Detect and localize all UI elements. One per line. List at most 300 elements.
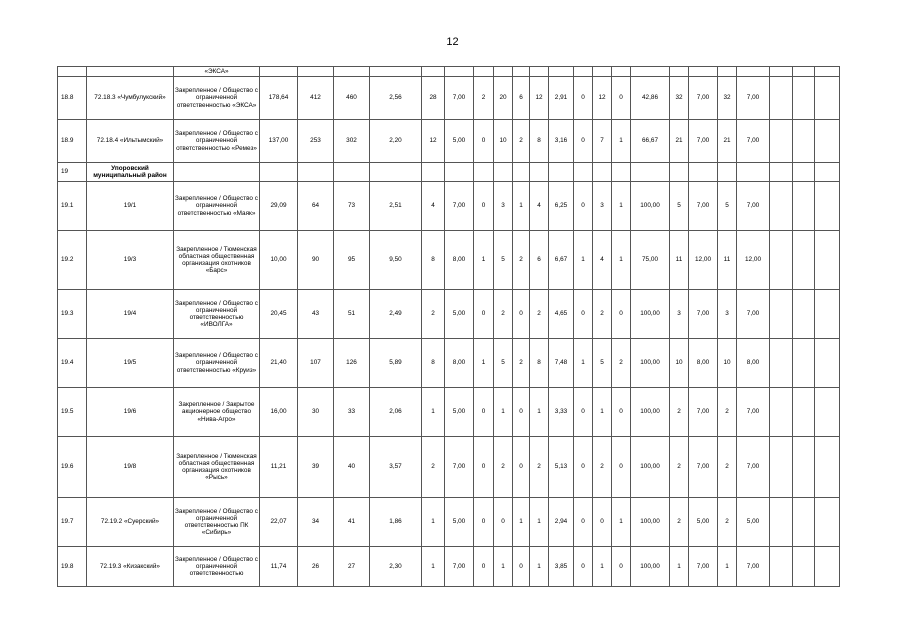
value-cell: 20 [494, 77, 513, 120]
value-cell: 253 [298, 120, 334, 163]
value-cell: 2,30 [370, 547, 422, 587]
category-cell: Закрепленное / Закрытое акционерное общество «Нива-Агро» [174, 388, 260, 437]
value-cell: 2 [593, 290, 612, 339]
value-cell: 2 [593, 437, 612, 498]
value-cell: 7,00 [737, 77, 770, 120]
ground-name-cell: 19/8 [87, 437, 174, 498]
value-cell: 12 [530, 77, 549, 120]
value-cell: 1 [422, 498, 445, 547]
value-cell [770, 231, 793, 290]
value-cell [815, 182, 840, 231]
table-cell [593, 67, 612, 77]
value-cell: 5 [718, 182, 737, 231]
value-cell: 1 [494, 547, 513, 587]
value-cell: 40 [334, 437, 370, 498]
value-cell: 11 [718, 231, 737, 290]
table-cell [612, 67, 631, 77]
table-cell [793, 163, 815, 182]
ground-name-cell: 19/5 [87, 339, 174, 388]
value-cell: 100,00 [631, 290, 670, 339]
value-cell: 3,85 [549, 547, 574, 587]
value-cell: 3 [670, 290, 689, 339]
value-cell [793, 437, 815, 498]
value-cell: 8,00 [737, 339, 770, 388]
value-cell: 7,00 [445, 182, 474, 231]
value-cell: 1 [670, 547, 689, 587]
category-cell: Закрепленное / Общество с ограниченной ответственностью «ЭКСА» [174, 77, 260, 120]
value-cell: 7,00 [445, 77, 474, 120]
category-cell: Закрепленное / Общество с ограниченной ответственностью [174, 547, 260, 587]
value-cell: 2 [474, 77, 494, 120]
value-cell: 2 [513, 120, 530, 163]
value-cell: 2,91 [549, 77, 574, 120]
value-cell: 6,67 [549, 231, 574, 290]
value-cell: 16,00 [260, 388, 298, 437]
value-cell [793, 339, 815, 388]
table-cell [494, 67, 513, 77]
value-cell: 95 [334, 231, 370, 290]
value-cell: 302 [334, 120, 370, 163]
value-cell [793, 77, 815, 120]
value-cell: 3,57 [370, 437, 422, 498]
value-cell [815, 231, 840, 290]
table-cell [474, 163, 494, 182]
row-id-cell: 19.8 [58, 547, 87, 587]
value-cell: 7,00 [689, 182, 718, 231]
value-cell: 0 [574, 388, 593, 437]
value-cell: 0 [612, 547, 631, 587]
value-cell: 100,00 [631, 182, 670, 231]
value-cell: 7,00 [737, 182, 770, 231]
value-cell: 0 [574, 77, 593, 120]
value-cell: 7,00 [737, 290, 770, 339]
value-cell [793, 231, 815, 290]
value-cell: 0 [612, 290, 631, 339]
value-cell: 2 [513, 339, 530, 388]
value-cell: 11 [670, 231, 689, 290]
table-cell [815, 67, 840, 77]
table-cell [770, 163, 793, 182]
table-cell [612, 163, 631, 182]
ground-name-cell: 72.19.2 «Суерский» [87, 498, 174, 547]
row-id-cell: 18.9 [58, 120, 87, 163]
value-cell: 5,00 [445, 388, 474, 437]
value-cell: 7,00 [689, 77, 718, 120]
value-cell: 0 [574, 437, 593, 498]
value-cell: 1 [612, 231, 631, 290]
value-cell: 6,25 [549, 182, 574, 231]
value-cell: 107 [298, 339, 334, 388]
table-cell [815, 163, 840, 182]
value-cell: 2 [530, 437, 549, 498]
value-cell: 1 [422, 547, 445, 587]
value-cell: 2 [718, 498, 737, 547]
table-cell [260, 67, 298, 77]
value-cell: 2 [670, 437, 689, 498]
value-cell [770, 77, 793, 120]
table-cell [298, 67, 334, 77]
row-id-cell: 19.7 [58, 498, 87, 547]
ground-name-cell: 19/6 [87, 388, 174, 437]
value-cell: 20,45 [260, 290, 298, 339]
category-cell: Закрепленное / Общество с ограниченной ответственностью «Ремез» [174, 120, 260, 163]
value-cell [793, 182, 815, 231]
value-cell: 41 [334, 498, 370, 547]
value-cell: 21 [718, 120, 737, 163]
value-cell: 7,00 [689, 120, 718, 163]
value-cell: 7,00 [737, 437, 770, 498]
ground-name-cell: 19/3 [87, 231, 174, 290]
value-cell: 0 [474, 547, 494, 587]
value-cell: 2 [670, 388, 689, 437]
value-cell: 0 [612, 77, 631, 120]
value-cell: 2,06 [370, 388, 422, 437]
value-cell: 28 [422, 77, 445, 120]
value-cell: 73 [334, 182, 370, 231]
table-cell [334, 67, 370, 77]
value-cell: 7,00 [737, 120, 770, 163]
row-id-cell: 19.2 [58, 231, 87, 290]
value-cell: 0 [474, 388, 494, 437]
row-id-cell: 19.4 [58, 339, 87, 388]
value-cell: 1 [513, 182, 530, 231]
table-row [58, 290, 840, 339]
value-cell [815, 388, 840, 437]
value-cell: 12 [593, 77, 612, 120]
value-cell: 1 [530, 388, 549, 437]
ground-name-cell: 72.18.3 «Чумбулукский» [87, 77, 174, 120]
value-cell [770, 498, 793, 547]
value-cell: 12,00 [689, 231, 718, 290]
value-cell: 3,33 [549, 388, 574, 437]
value-cell: 5,00 [689, 498, 718, 547]
value-cell: 100,00 [631, 547, 670, 587]
value-cell: 7,00 [689, 290, 718, 339]
category-cell: Закрепленное / Тюменская областная общественная организация охотников «Рысь» [174, 437, 260, 498]
value-cell: 0 [574, 182, 593, 231]
value-cell: 10 [494, 120, 513, 163]
value-cell: 0 [513, 388, 530, 437]
value-cell: 27 [334, 547, 370, 587]
table-cell [689, 163, 718, 182]
value-cell: 1 [574, 231, 593, 290]
category-cell: Закрепленное / Общество с ограниченной ответственностью ПК «Сибирь» [174, 498, 260, 547]
value-cell: 5 [593, 339, 612, 388]
table-cell [737, 163, 770, 182]
table-cell [513, 67, 530, 77]
value-cell: 1 [474, 231, 494, 290]
value-cell [793, 547, 815, 587]
category-cell: Закрепленное / Общество с ограниченной ответственностью «ИВОЛГА» [174, 290, 260, 339]
table-cell [174, 163, 260, 182]
value-cell: 1 [530, 547, 549, 587]
table-cell [298, 163, 334, 182]
value-cell: 10 [718, 339, 737, 388]
value-cell: 2,56 [370, 77, 422, 120]
table-cell [422, 67, 445, 77]
table-cell [549, 163, 574, 182]
table-cell [474, 67, 494, 77]
value-cell [770, 388, 793, 437]
value-cell: 11,74 [260, 547, 298, 587]
value-cell: 6 [530, 231, 549, 290]
value-cell: 34 [298, 498, 334, 547]
table-cell [631, 67, 670, 77]
table-cell [574, 67, 593, 77]
value-cell [770, 547, 793, 587]
table-cell [718, 67, 737, 77]
value-cell: 2 [718, 437, 737, 498]
table-cell [793, 67, 815, 77]
value-cell: 2,49 [370, 290, 422, 339]
value-cell: 7,00 [689, 547, 718, 587]
value-cell: 0 [474, 182, 494, 231]
value-cell: 0 [494, 498, 513, 547]
value-cell: 64 [298, 182, 334, 231]
value-cell: 5 [670, 182, 689, 231]
category-cell: «ЭКСА» [174, 67, 260, 77]
value-cell: 32 [670, 77, 689, 120]
value-cell: 0 [474, 120, 494, 163]
table-row [58, 437, 840, 498]
value-cell: 0 [474, 498, 494, 547]
value-cell: 8 [530, 339, 549, 388]
value-cell [815, 77, 840, 120]
table-cell [58, 67, 87, 77]
value-cell: 0 [574, 120, 593, 163]
table-cell [593, 163, 612, 182]
value-cell: 0 [513, 547, 530, 587]
value-cell: 2,20 [370, 120, 422, 163]
value-cell: 21,40 [260, 339, 298, 388]
value-cell: 11,21 [260, 437, 298, 498]
table-cell [370, 163, 422, 182]
value-cell: 7 [593, 120, 612, 163]
value-cell: 0 [574, 547, 593, 587]
value-cell: 7,00 [737, 388, 770, 437]
value-cell: 2 [494, 290, 513, 339]
value-cell [815, 120, 840, 163]
value-cell: 460 [334, 77, 370, 120]
value-cell [770, 339, 793, 388]
table-cell [494, 163, 513, 182]
value-cell [815, 339, 840, 388]
table-row [58, 547, 840, 587]
value-cell: 8 [422, 231, 445, 290]
category-cell: Закрепленное / Тюменская областная общественная организация охотников «Барс» [174, 231, 260, 290]
category-cell: Закрепленное / Общество с ограниченной ответственностью «Маяк» [174, 182, 260, 231]
value-cell: 43 [298, 290, 334, 339]
value-cell: 4,65 [549, 290, 574, 339]
table-cell [87, 67, 174, 77]
value-cell: 0 [612, 388, 631, 437]
value-cell: 1 [422, 388, 445, 437]
table-cell [513, 163, 530, 182]
table-cell [670, 163, 689, 182]
value-cell: 100,00 [631, 498, 670, 547]
value-cell: 7,00 [689, 388, 718, 437]
table-cell [689, 67, 718, 77]
value-cell: 2 [530, 290, 549, 339]
table-cell [530, 67, 549, 77]
value-cell: 1,86 [370, 498, 422, 547]
value-cell: 9,50 [370, 231, 422, 290]
value-cell: 22,07 [260, 498, 298, 547]
value-cell: 3 [593, 182, 612, 231]
value-cell: 100,00 [631, 388, 670, 437]
value-cell: 8,00 [445, 231, 474, 290]
value-cell [815, 437, 840, 498]
value-cell: 4 [593, 231, 612, 290]
value-cell: 42,86 [631, 77, 670, 120]
value-cell: 2 [718, 388, 737, 437]
value-cell: 51 [334, 290, 370, 339]
row-id-cell: 19 [58, 163, 87, 182]
value-cell: 2,51 [370, 182, 422, 231]
value-cell: 1 [612, 182, 631, 231]
value-cell: 26 [298, 547, 334, 587]
table-cell [718, 163, 737, 182]
value-cell: 5,00 [445, 498, 474, 547]
value-cell: 1 [612, 120, 631, 163]
table-cell [770, 67, 793, 77]
value-cell: 30 [298, 388, 334, 437]
value-cell: 90 [298, 231, 334, 290]
table-cell [422, 163, 445, 182]
value-cell: 10,00 [260, 231, 298, 290]
value-cell [770, 290, 793, 339]
table-body [58, 67, 840, 587]
table-cell [445, 67, 474, 77]
value-cell: 21 [670, 120, 689, 163]
page-number: 12 [446, 36, 459, 48]
value-cell [815, 547, 840, 587]
value-cell: 29,09 [260, 182, 298, 231]
ground-name-cell: 19/4 [87, 290, 174, 339]
table-cell [260, 163, 298, 182]
value-cell: 2,94 [549, 498, 574, 547]
row-id-cell: 19.1 [58, 182, 87, 231]
value-cell: 1 [494, 388, 513, 437]
ground-name-cell: 72.18.4 «Ильтымский» [87, 120, 174, 163]
table-row [58, 67, 840, 77]
value-cell: 2 [422, 290, 445, 339]
value-cell [815, 290, 840, 339]
value-cell: 1 [530, 498, 549, 547]
value-cell: 0 [474, 437, 494, 498]
value-cell: 5,00 [737, 498, 770, 547]
value-cell: 8 [530, 120, 549, 163]
value-cell: 1 [593, 547, 612, 587]
table-cell [530, 163, 549, 182]
value-cell: 6 [513, 77, 530, 120]
value-cell: 1 [574, 339, 593, 388]
value-cell: 7,48 [549, 339, 574, 388]
section-row [58, 163, 840, 182]
value-cell [793, 388, 815, 437]
value-cell: 7,00 [445, 437, 474, 498]
value-cell: 2 [422, 437, 445, 498]
value-cell: 8,00 [445, 339, 474, 388]
value-cell: 412 [298, 77, 334, 120]
value-cell: 8,00 [689, 339, 718, 388]
value-cell: 0 [513, 437, 530, 498]
value-cell: 66,67 [631, 120, 670, 163]
value-cell: 0 [574, 290, 593, 339]
value-cell: 8 [422, 339, 445, 388]
value-cell: 100,00 [631, 339, 670, 388]
value-cell: 3 [718, 290, 737, 339]
value-cell: 2 [612, 339, 631, 388]
table-row [58, 498, 840, 547]
value-cell: 1 [513, 498, 530, 547]
value-cell: 5 [494, 231, 513, 290]
value-cell: 4 [422, 182, 445, 231]
table-cell [445, 163, 474, 182]
ground-name-cell: 72.19.3 «Кизакский» [87, 547, 174, 587]
value-cell: 0 [593, 498, 612, 547]
table-cell [370, 67, 422, 77]
value-cell [793, 498, 815, 547]
value-cell: 0 [574, 498, 593, 547]
value-cell: 32 [718, 77, 737, 120]
value-cell [770, 437, 793, 498]
table-row [58, 77, 840, 120]
value-cell: 2 [670, 498, 689, 547]
value-cell: 7,00 [737, 547, 770, 587]
value-cell: 5,00 [445, 290, 474, 339]
value-cell: 12 [422, 120, 445, 163]
table-cell [737, 67, 770, 77]
value-cell: 75,00 [631, 231, 670, 290]
value-cell: 100,00 [631, 437, 670, 498]
table-cell [334, 163, 370, 182]
table-cell [549, 67, 574, 77]
row-id-cell: 18.8 [58, 77, 87, 120]
value-cell: 2 [513, 231, 530, 290]
value-cell [770, 182, 793, 231]
table-row [58, 120, 840, 163]
value-cell: 0 [513, 290, 530, 339]
table-cell [574, 163, 593, 182]
value-cell: 5 [494, 339, 513, 388]
data-table [57, 66, 840, 587]
value-cell: 4 [530, 182, 549, 231]
value-cell: 0 [474, 290, 494, 339]
value-cell: 2 [494, 437, 513, 498]
value-cell: 0 [612, 437, 631, 498]
value-cell: 5,13 [549, 437, 574, 498]
section-title-cell: Упоровский муниципальный район [87, 163, 174, 182]
row-id-cell: 19.6 [58, 437, 87, 498]
row-id-cell: 19.5 [58, 388, 87, 437]
value-cell: 1 [593, 388, 612, 437]
value-cell [793, 290, 815, 339]
table-cell [631, 163, 670, 182]
table-row [58, 388, 840, 437]
table-cell [670, 67, 689, 77]
value-cell: 126 [334, 339, 370, 388]
value-cell: 1 [718, 547, 737, 587]
value-cell: 39 [298, 437, 334, 498]
ground-name-cell: 19/1 [87, 182, 174, 231]
table-row [58, 339, 840, 388]
value-cell [793, 120, 815, 163]
value-cell [815, 498, 840, 547]
value-cell: 12,00 [737, 231, 770, 290]
value-cell: 5,89 [370, 339, 422, 388]
value-cell [770, 120, 793, 163]
